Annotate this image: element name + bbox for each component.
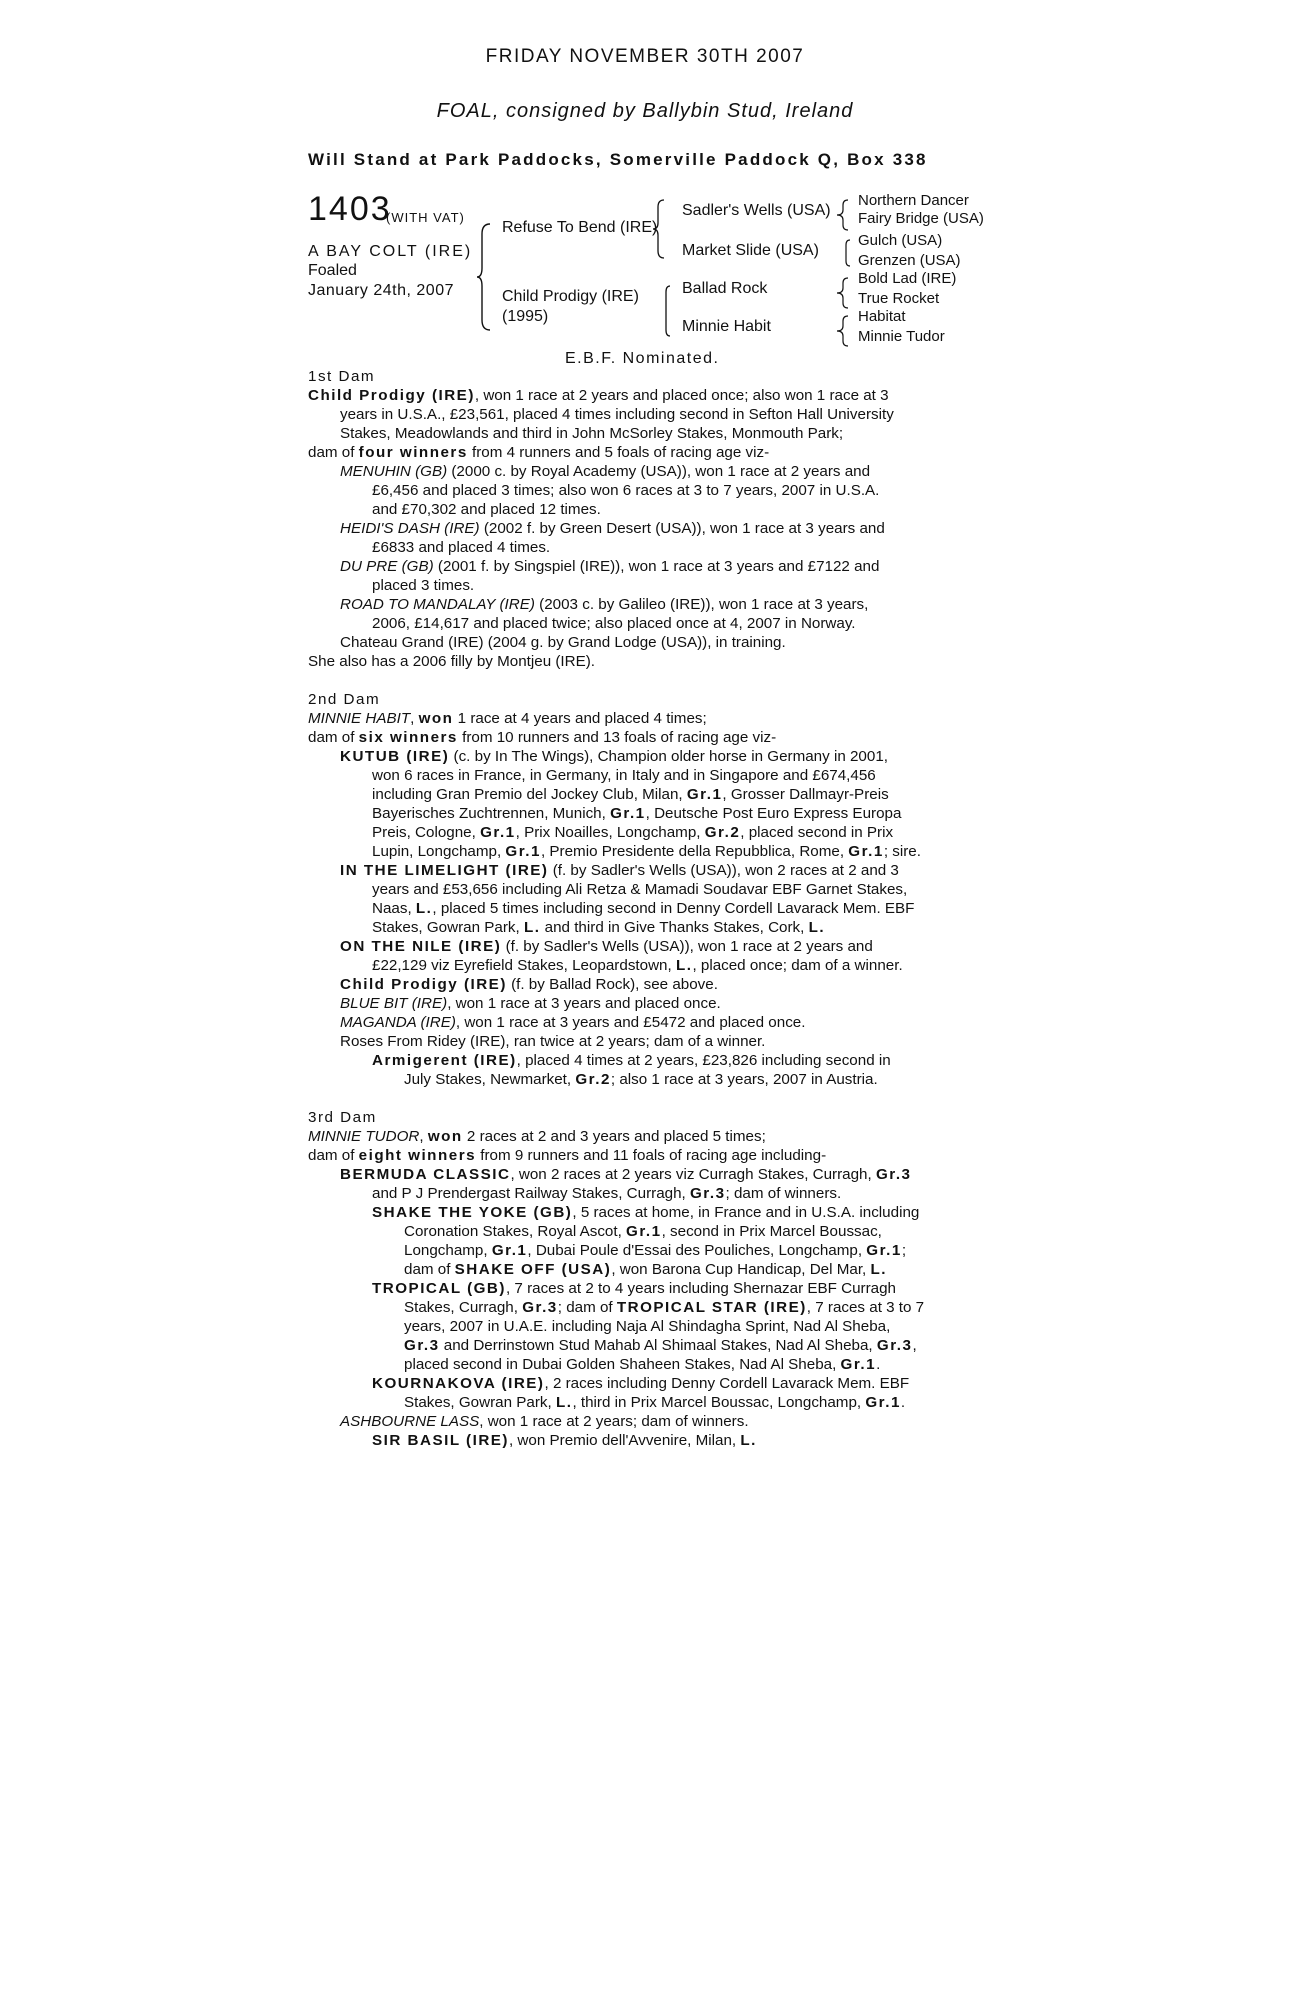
second-dam-heading: 2nd Dam — [308, 691, 381, 708]
lot-number: 1403 — [308, 190, 392, 228]
pedigree-g3-5: Bold Lad (IRE) — [858, 270, 957, 287]
text: Gr.1 — [686, 786, 723, 803]
pedigree-brace-g3-3 — [836, 276, 852, 310]
text: MAGANDA (IRE) — [340, 1014, 456, 1031]
text: 1 race at 4 years and placed 4 times; — [453, 710, 707, 727]
produce-entry-line — [308, 1241, 978, 1260]
produce-entry — [308, 557, 978, 576]
text: and Derrinstown Stud Mahab Al Shimaal Stakes, Nad Al Sheba, — [439, 1337, 877, 1354]
text: Gr.3 — [522, 1299, 558, 1316]
produce-entry-line: and £70,302 and placed 12 times. — [372, 501, 601, 518]
pedigree-g3-6: True Rocket — [858, 290, 940, 307]
produce-entry-line: £6833 and placed 4 times. — [372, 539, 551, 556]
text: ; sire. — [883, 843, 921, 860]
text: Gr.1 — [840, 1356, 877, 1373]
text: , placed 4 times at 2 years, £23,826 including second in — [516, 1052, 891, 1069]
produce-entry — [308, 1279, 978, 1298]
pedigree-brace-main — [476, 222, 496, 332]
text: , won 1 race at 3 years and £5472 and placed once. — [455, 1014, 806, 1031]
produce-entry — [308, 1051, 978, 1070]
text: Gr.1 — [491, 1242, 528, 1259]
text: 2 races at 2 and 3 years and placed 5 times; — [462, 1128, 766, 1145]
text: Coronation Stakes, Royal Ascot, — [404, 1223, 627, 1240]
text: , — [419, 1128, 428, 1145]
text: dam of — [404, 1261, 455, 1278]
pedigree-g3-7: Habitat — [858, 308, 906, 325]
produce-entry-line — [308, 1298, 978, 1317]
text: , placed 5 times including second in Denny Cordell Lavarack Mem. EBF — [432, 900, 915, 917]
produce-entry — [308, 1013, 978, 1032]
text: Gr.2 — [704, 824, 741, 841]
text: , won 1 race at 2 years and placed once; also won 1 race at 3 — [474, 387, 889, 404]
consignment-line: FOAL, consigned by Ballybin Stud, Ireland — [436, 100, 854, 122]
text: Stakes, Curragh, — [404, 1299, 523, 1316]
produce-entry — [308, 747, 978, 766]
produce-entry-line — [308, 1070, 978, 1089]
text: (2003 c. by Galileo (IRE)), won 1 race at 3 years, — [534, 596, 869, 613]
produce-entry-line: £6,456 and placed 3 times; also won 6 races at 3 to 7 years, 2007 in U.S.A. — [372, 482, 880, 499]
text: , 7 races at 3 to 7 — [806, 1299, 925, 1316]
produce-entry — [308, 519, 978, 538]
pedigree-brace-g3-2 — [840, 238, 852, 268]
produce-entry — [308, 462, 978, 481]
produce-entry-line — [308, 1336, 978, 1355]
text: (c. by In The Wings), Champion older horse in Germany in 2001, — [449, 748, 888, 765]
text: . — [876, 1356, 881, 1373]
produce-entry-line — [308, 899, 978, 918]
text: Longchamp, — [404, 1242, 492, 1259]
pedigree-g3-8: Minnie Tudor — [858, 328, 945, 345]
text: MINNIE HABIT — [308, 710, 411, 727]
text: KOURNAKOVA (IRE) — [372, 1375, 545, 1392]
text: (2001 f. by Singspiel (IRE)), won 1 race at 3 years and £7122 and — [433, 558, 880, 575]
text: , won 1 race at 2 years; dam of winners. — [479, 1413, 749, 1430]
produce-entry: Chateau Grand (IRE) (2004 g. by Grand Lodge (USA)), in training. — [340, 634, 786, 651]
second-dam-line — [308, 728, 978, 747]
first-dam-heading: 1st Dam — [308, 368, 376, 385]
text: , Premio Presidente della Repubblica, Rome, — [540, 843, 849, 860]
produce-entry — [308, 595, 978, 614]
text: Preis, Cologne, — [372, 824, 481, 841]
text: eight winners — [358, 1147, 477, 1164]
produce-entry-line: years, 2007 in U.A.E. including Naja Al Shindagha Sprint, Nad Al Sheba, — [404, 1318, 891, 1335]
pedigree-g3-1: Northern Dancer — [858, 192, 969, 209]
first-dam-line — [308, 443, 978, 462]
text: ; dam of winners. — [725, 1185, 842, 1202]
produce-entry-line — [308, 1355, 978, 1374]
first-dam-name: Child Prodigy (IRE) — [308, 387, 475, 404]
spacer — [308, 671, 978, 690]
third-dam-line — [308, 1127, 978, 1146]
text: SHAKE THE YOKE (GB) — [372, 1204, 573, 1221]
text: Armigerent (IRE) — [372, 1052, 517, 1069]
produce-entry — [308, 975, 978, 994]
text: Child Prodigy (IRE) — [340, 976, 507, 993]
text: BERMUDA CLASSIC — [340, 1166, 511, 1183]
text: , second in Prix Marcel Boussac, — [661, 1223, 882, 1240]
pedigree-sire-dam: Market Slide (USA) — [682, 242, 819, 259]
text: from 10 runners and 13 foals of racing age viz- — [457, 729, 777, 746]
text: , third in Prix Marcel Boussac, Longchamp, — [572, 1394, 866, 1411]
text: , Deutsche Post Euro Express Europa — [645, 805, 902, 822]
foaled-label: Foaled — [308, 262, 357, 279]
first-dam-line — [308, 386, 978, 405]
pedigree-g3-2: Fairy Bridge (USA) — [858, 210, 984, 227]
produce-entry-line — [308, 823, 978, 842]
text: four winners — [358, 444, 468, 461]
text: TROPICAL (GB) — [372, 1280, 506, 1297]
text: including Gran Premio del Jockey Club, Milan, — [372, 786, 687, 803]
pedigree-dam: Child Prodigy (IRE) — [502, 288, 639, 305]
text: MINNIE TUDOR — [308, 1128, 420, 1145]
text: L. — [555, 1394, 573, 1411]
text: , — [410, 710, 419, 727]
vat-note: (WITH VAT) — [386, 210, 465, 225]
text: from 4 runners and 5 foals of racing age viz- — [467, 444, 770, 461]
pedigree-brace-g3-1 — [836, 198, 852, 232]
produce-entry-line — [308, 842, 978, 861]
produce-entry — [308, 994, 978, 1013]
text: Gr.3 — [404, 1337, 440, 1354]
text: SHAKE OFF (USA) — [454, 1261, 612, 1278]
text: , 7 races at 2 to 4 years including Shernazar EBF Curragh — [505, 1280, 896, 1297]
text: HEIDI'S DASH (IRE) — [340, 520, 480, 537]
ebf-nomination: E.B.F. Nominated. — [565, 350, 720, 367]
text: Gr.1 — [480, 824, 516, 841]
pedigree-sire-sire: Sadler's Wells (USA) — [682, 202, 831, 219]
text: L. — [740, 1432, 757, 1449]
produce-entry-line: 2006, £14,617 and placed twice; also placed once at 4, 2007 in Norway. — [372, 615, 856, 632]
produce-entry-line — [308, 1184, 978, 1203]
text: won — [418, 710, 454, 727]
text: Stakes, Gowran Park, — [372, 919, 524, 936]
text: L. — [415, 900, 433, 917]
text: IN THE LIMELIGHT (IRE) — [340, 862, 549, 879]
lot-name: A BAY COLT (IRE) — [308, 243, 473, 260]
produce-entry-line — [308, 1222, 978, 1241]
stand-location: Will Stand at Park Paddocks, Somerville Paddock Q, Box 338 — [308, 150, 928, 169]
produce-entry-line — [308, 785, 978, 804]
text: , 5 races at home, in France and in U.S.A. including — [572, 1204, 920, 1221]
text: L. — [675, 957, 693, 974]
text: Lupin, Longchamp, — [372, 843, 506, 860]
text: MENUHIN (GB) — [340, 463, 448, 480]
third-dam-heading: 3rd Dam — [308, 1109, 377, 1126]
text: L. — [870, 1261, 887, 1278]
text: and P J Prendergast Railway Stakes, Curragh, — [372, 1185, 690, 1202]
text: , placed once; dam of a winner. — [692, 957, 903, 974]
first-dam-line: years in U.S.A., £23,561, placed 4 times including second in Sefton Hall University — [340, 406, 894, 423]
text: Gr.1 — [865, 1394, 901, 1411]
second-dam-line — [308, 709, 978, 728]
text: Gr.2 — [575, 1071, 611, 1088]
sale-date: FRIDAY NOVEMBER 30TH 2007 — [485, 46, 805, 67]
pedigree-sire: Refuse To Bend (IRE) — [502, 219, 658, 236]
text: dam of — [308, 1147, 359, 1164]
text: L. — [523, 919, 541, 936]
text: ; dam of — [557, 1299, 617, 1316]
text: , won 1 race at 3 years and placed once. — [447, 995, 721, 1012]
produce-entry — [308, 1165, 978, 1184]
produce-entry-line — [308, 1260, 978, 1279]
produce-entry-line: years and £53,656 including Ali Retza & Mamadi Soudavar EBF Garnet Stakes, — [372, 881, 908, 898]
text: ASHBOURNE LASS — [340, 1413, 480, 1430]
produce-entry — [308, 937, 978, 956]
text: ROAD TO MANDALAY (IRE) — [340, 596, 535, 613]
text: Gr.3 — [876, 1337, 913, 1354]
text: (f. by Sadler's Wells (USA)), won 2 races at 2 and 3 — [548, 862, 899, 879]
text: ; — [901, 1242, 907, 1259]
text: £22,129 viz Eyrefield Stakes, Leopardstown, — [372, 957, 676, 974]
text: , 2 races including Denny Cordell Lavarack Mem. EBF — [544, 1375, 910, 1392]
produce-entry-line — [308, 918, 978, 937]
text: , Prix Noailles, Longchamp, — [515, 824, 705, 841]
foaled-date: January 24th, 2007 — [308, 282, 454, 299]
produce-entry-line: placed 3 times. — [372, 577, 475, 594]
text: Gr.1 — [505, 843, 541, 860]
produce-entry — [308, 1412, 978, 1431]
produce-entry — [308, 1374, 978, 1393]
text: won — [427, 1128, 463, 1145]
pedigree-brace-g3-4 — [836, 314, 852, 348]
text: SIR BASIL (IRE) — [372, 1432, 509, 1449]
text: Gr.3 — [689, 1185, 726, 1202]
text: (2002 f. by Green Desert (USA)), won 1 race at 3 years and — [479, 520, 885, 537]
text: , Dubai Poule d'Essai des Pouliches, Longchamp, — [527, 1242, 867, 1259]
text: Stakes, Gowran Park, — [404, 1394, 556, 1411]
text: KUTUB (IRE) — [340, 748, 450, 765]
produce-entry — [308, 1203, 978, 1222]
text: ; also 1 race at 3 years, 2007 in Austria. — [610, 1071, 878, 1088]
produce-entry-line — [308, 1393, 978, 1412]
produce-note: She also has a 2006 filly by Montjeu (IRE). — [308, 653, 596, 670]
pedigree-dam-dam: Minnie Habit — [682, 318, 771, 335]
pedigree-brace-dam — [660, 284, 672, 338]
produce-entry-line: won 6 races in France, in Germany, in Italy and in Singapore and £674,456 — [372, 767, 876, 784]
text: BLUE BIT (IRE) — [340, 995, 448, 1012]
text: , — [912, 1337, 917, 1354]
text: , placed second in Prix — [740, 824, 894, 841]
text: TROPICAL STAR (IRE) — [616, 1299, 807, 1316]
produce-entry-line — [308, 956, 978, 975]
text: and third in Give Thanks Stakes, Cork, — [540, 919, 809, 936]
text: , won 2 races at 2 years viz Curragh Stakes, Curragh, — [510, 1166, 876, 1183]
produce-entry — [308, 1431, 978, 1450]
spacer — [308, 1089, 978, 1108]
text: Gr.1 — [848, 843, 884, 860]
text: (f. by Ballad Rock), see above. — [506, 976, 718, 993]
first-dam-line: Stakes, Meadowlands and third in John McSorley Stakes, Monmouth Park; — [340, 425, 844, 442]
text: (2000 c. by Royal Academy (USA)), won 1 race at 2 years and — [447, 463, 871, 480]
produce-entry — [308, 861, 978, 880]
text: Gr.3 — [875, 1166, 912, 1183]
catalogue-body — [308, 367, 978, 1450]
text: , Grosser Dallmayr-Preis — [722, 786, 889, 803]
produce-entry: Roses From Ridey (IRE), ran twice at 2 years; dam of a winner. — [340, 1033, 766, 1050]
produce-entry-line — [308, 804, 978, 823]
text: L. — [808, 919, 826, 936]
text: from 9 runners and 11 foals of racing age including- — [476, 1147, 827, 1164]
text: Gr.1 — [610, 805, 646, 822]
pedigree-g3-3: Gulch (USA) — [858, 232, 943, 249]
text: placed second in Dubai Golden Shaheen Stakes, Nad Al Sheba, — [404, 1356, 841, 1373]
text: dam of — [308, 729, 359, 746]
text: , won Premio dell'Avvenire, Milan, — [508, 1432, 741, 1449]
text: six winners — [358, 729, 458, 746]
text: Gr.1 — [626, 1223, 662, 1240]
text: , won Barona Cup Handicap, Del Mar, — [611, 1261, 871, 1278]
text: ON THE NILE (IRE) — [340, 938, 502, 955]
text: dam of — [308, 444, 359, 461]
text: . — [900, 1394, 906, 1411]
pedigree-dam-year: (1995) — [502, 308, 549, 325]
text: DU PRE (GB) — [340, 558, 434, 575]
third-dam-line — [308, 1146, 978, 1165]
text: Naas, — [372, 900, 416, 917]
text: (f. by Sadler's Wells (USA)), won 1 race at 2 years and — [501, 938, 873, 955]
pedigree-dam-sire: Ballad Rock — [682, 280, 768, 297]
text: July Stakes, Newmarket, — [404, 1071, 576, 1088]
text: Bayerisches Zuchtrennen, Munich, — [372, 805, 611, 822]
text: Gr.1 — [866, 1242, 902, 1259]
pedigree-g3-4: Grenzen (USA) — [858, 252, 961, 269]
